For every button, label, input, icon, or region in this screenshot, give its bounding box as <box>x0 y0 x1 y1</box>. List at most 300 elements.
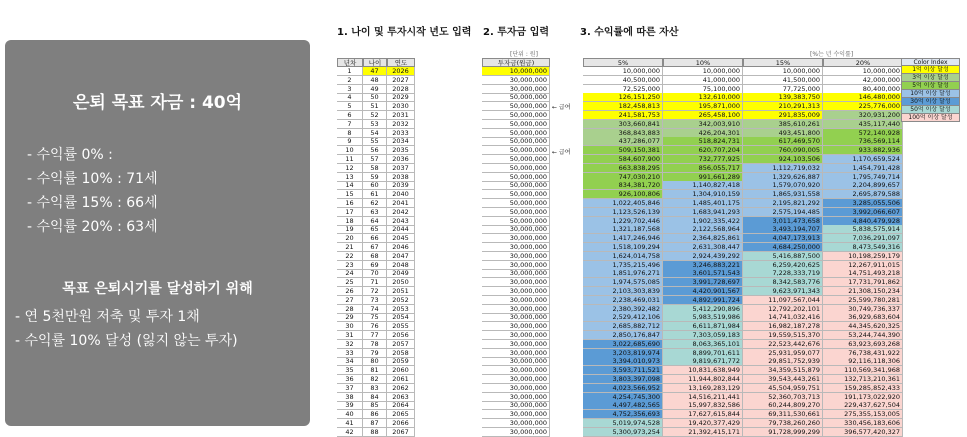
cell-r5-row-7[interactable]: 303,660,841 <box>583 120 663 129</box>
cell-age-row-15[interactable]: 61 <box>363 190 387 199</box>
cell-r5-row-16[interactable]: 1,022,405,846 <box>583 199 663 208</box>
cell-r15-row-2[interactable]: 41,500,000 <box>743 76 823 85</box>
cell-r20-row-33[interactable]: 76,738,431,922 <box>823 349 903 358</box>
cell-inv-row-15[interactable]: 50,000,000 <box>482 190 550 199</box>
cell-inv-row-28[interactable]: 30,000,000 <box>482 305 550 314</box>
cell-n-row-17[interactable]: 17 <box>337 208 363 217</box>
cell-n-row-36[interactable]: 36 <box>337 375 363 384</box>
cell-year-row-5[interactable]: 2030 <box>387 102 415 111</box>
cell-inv-row-26[interactable]: 30,000,000 <box>482 287 550 296</box>
cell-r15-row-15[interactable]: 1,865,931,558 <box>743 190 823 199</box>
cell-year-row-38[interactable]: 2063 <box>387 393 415 402</box>
cell-age-row-37[interactable]: 83 <box>363 384 387 393</box>
cell-r10-row-7[interactable]: 342,003,910 <box>663 120 743 129</box>
cell-r5-row-11[interactable]: 584,607,900 <box>583 155 663 164</box>
cell-r10-row-24[interactable]: 3,601,571,543 <box>663 269 743 278</box>
cell-r20-row-8[interactable]: 572,140,928 <box>823 129 903 138</box>
cell-year-row-24[interactable]: 2049 <box>387 269 415 278</box>
cell-year-row-15[interactable]: 2040 <box>387 190 415 199</box>
cell-year-row-23[interactable]: 2048 <box>387 261 415 270</box>
cell-r15-row-38[interactable]: 52,360,703,713 <box>743 393 823 402</box>
cell-r15-row-9[interactable]: 617,469,570 <box>743 137 823 146</box>
cell-year-row-32[interactable]: 2057 <box>387 340 415 349</box>
cell-r10-row-6[interactable]: 265,458,100 <box>663 111 743 120</box>
cell-inv-row-37[interactable]: 30,000,000 <box>482 384 550 393</box>
cell-inv-row-22[interactable]: 30,000,000 <box>482 252 550 261</box>
cell-r10-row-8[interactable]: 426,204,301 <box>663 129 743 138</box>
cell-inv-row-18[interactable]: 50,000,000 <box>482 217 550 226</box>
cell-inv-row-20[interactable]: 30,000,000 <box>482 234 550 243</box>
cell-r15-row-6[interactable]: 291,835,009 <box>743 111 823 120</box>
cell-n-row-23[interactable]: 23 <box>337 261 363 270</box>
cell-n-row-34[interactable]: 34 <box>337 357 363 366</box>
cell-n-row-1[interactable]: 1 <box>337 67 363 76</box>
cell-inv-row-42[interactable]: 30,000,000 <box>482 428 550 437</box>
cell-age-row-39[interactable]: 85 <box>363 401 387 410</box>
cell-n-row-2[interactable]: 2 <box>337 76 363 85</box>
cell-n-row-42[interactable]: 42 <box>337 428 363 437</box>
cell-r15-row-34[interactable]: 29,851,752,939 <box>743 357 823 366</box>
cell-inv-row-3[interactable]: 30,000,000 <box>482 85 550 94</box>
cell-r20-row-4[interactable]: 146,480,000 <box>823 93 903 102</box>
cell-r10-row-25[interactable]: 3,991,728,697 <box>663 278 743 287</box>
cell-r15-row-1[interactable]: 10,000,000 <box>743 67 823 76</box>
cell-r20-row-20[interactable]: 7,036,291,097 <box>823 234 903 243</box>
cell-age-row-27[interactable]: 73 <box>363 296 387 305</box>
cell-r20-row-38[interactable]: 191,173,022,920 <box>823 393 903 402</box>
cell-r20-row-29[interactable]: 36,929,683,604 <box>823 313 903 322</box>
cell-year-row-42[interactable]: 2067 <box>387 428 415 437</box>
cell-age-row-41[interactable]: 87 <box>363 419 387 428</box>
cell-inv-row-14[interactable]: 50,000,000 <box>482 181 550 190</box>
cell-r5-row-3[interactable]: 72,525,000 <box>583 85 663 94</box>
cell-age-row-10[interactable]: 56 <box>363 146 387 155</box>
cell-n-row-19[interactable]: 19 <box>337 225 363 234</box>
cell-r10-row-23[interactable]: 3,246,883,221 <box>663 261 743 270</box>
cell-r5-row-5[interactable]: 182,458,813 <box>583 102 663 111</box>
cell-inv-row-38[interactable]: 30,000,000 <box>482 393 550 402</box>
cell-r20-row-35[interactable]: 110,569,341,968 <box>823 366 903 375</box>
cell-r10-row-29[interactable]: 5,983,519,986 <box>663 313 743 322</box>
cell-year-row-12[interactable]: 2037 <box>387 164 415 173</box>
cell-year-row-40[interactable]: 2065 <box>387 410 415 419</box>
cell-r5-row-31[interactable]: 2,850,176,847 <box>583 331 663 340</box>
cell-year-row-39[interactable]: 2064 <box>387 401 415 410</box>
cell-n-row-24[interactable]: 24 <box>337 269 363 278</box>
cell-n-row-12[interactable]: 12 <box>337 164 363 173</box>
cell-age-row-16[interactable]: 62 <box>363 199 387 208</box>
cell-age-row-6[interactable]: 52 <box>363 111 387 120</box>
cell-n-row-27[interactable]: 27 <box>337 296 363 305</box>
cell-inv-row-8[interactable]: 50,000,000 <box>482 129 550 138</box>
cell-r20-row-42[interactable]: 396,577,420,327 <box>823 428 903 437</box>
cell-n-row-41[interactable]: 41 <box>337 419 363 428</box>
cell-year-row-10[interactable]: 2035 <box>387 146 415 155</box>
cell-r15-row-32[interactable]: 22,523,442,676 <box>743 340 823 349</box>
cell-r10-row-32[interactable]: 8,063,365,101 <box>663 340 743 349</box>
cell-inv-row-21[interactable]: 30,000,000 <box>482 243 550 252</box>
cell-r20-row-23[interactable]: 12,267,911,015 <box>823 261 903 270</box>
cell-r20-row-32[interactable]: 63,923,693,268 <box>823 340 903 349</box>
cell-r5-row-12[interactable]: 663,838,295 <box>583 164 663 173</box>
cell-year-row-34[interactable]: 2059 <box>387 357 415 366</box>
cell-year-row-30[interactable]: 2055 <box>387 322 415 331</box>
cell-n-row-7[interactable]: 7 <box>337 120 363 129</box>
cell-inv-row-35[interactable]: 30,000,000 <box>482 366 550 375</box>
cell-inv-row-29[interactable]: 30,000,000 <box>482 313 550 322</box>
cell-r5-row-17[interactable]: 1,123,526,139 <box>583 208 663 217</box>
cell-inv-row-41[interactable]: 30,000,000 <box>482 419 550 428</box>
cell-r5-row-18[interactable]: 1,229,702,446 <box>583 217 663 226</box>
cell-r20-row-9[interactable]: 736,569,114 <box>823 137 903 146</box>
cell-age-row-9[interactable]: 55 <box>363 137 387 146</box>
cell-year-row-21[interactable]: 2046 <box>387 243 415 252</box>
cell-r5-row-21[interactable]: 1,518,109,294 <box>583 243 663 252</box>
cell-r10-row-35[interactable]: 10,831,638,949 <box>663 366 743 375</box>
cell-r5-row-41[interactable]: 5,019,974,528 <box>583 419 663 428</box>
cell-age-row-22[interactable]: 68 <box>363 252 387 261</box>
cell-r5-row-8[interactable]: 368,843,883 <box>583 129 663 138</box>
cell-r15-row-42[interactable]: 91,728,999,299 <box>743 428 823 437</box>
cell-r20-row-25[interactable]: 17,731,791,862 <box>823 278 903 287</box>
cell-r15-row-23[interactable]: 6,259,420,625 <box>743 261 823 270</box>
cell-n-row-28[interactable]: 28 <box>337 305 363 314</box>
cell-r15-row-13[interactable]: 1,329,626,887 <box>743 173 823 182</box>
cell-n-row-39[interactable]: 39 <box>337 401 363 410</box>
cell-r10-row-4[interactable]: 132,610,000 <box>663 93 743 102</box>
cell-inv-row-34[interactable]: 30,000,000 <box>482 357 550 366</box>
cell-age-row-20[interactable]: 66 <box>363 234 387 243</box>
cell-inv-row-23[interactable]: 30,000,000 <box>482 261 550 270</box>
cell-r10-row-30[interactable]: 6,611,871,984 <box>663 322 743 331</box>
cell-age-row-11[interactable]: 57 <box>363 155 387 164</box>
cell-inv-row-24[interactable]: 30,000,000 <box>482 269 550 278</box>
cell-inv-row-13[interactable]: 50,000,000 <box>482 173 550 182</box>
cell-r15-row-41[interactable]: 79,738,260,260 <box>743 419 823 428</box>
cell-age-row-13[interactable]: 59 <box>363 173 387 182</box>
cell-age-row-8[interactable]: 54 <box>363 129 387 138</box>
cell-n-row-37[interactable]: 37 <box>337 384 363 393</box>
cell-r15-row-19[interactable]: 3,493,194,707 <box>743 225 823 234</box>
cell-age-row-23[interactable]: 69 <box>363 261 387 270</box>
cell-n-row-33[interactable]: 33 <box>337 349 363 358</box>
cell-n-row-38[interactable]: 38 <box>337 393 363 402</box>
cell-year-row-4[interactable]: 2029 <box>387 93 415 102</box>
cell-year-row-27[interactable]: 2052 <box>387 296 415 305</box>
cell-r10-row-10[interactable]: 620,707,204 <box>663 146 743 155</box>
cell-r20-row-10[interactable]: 933,882,936 <box>823 146 903 155</box>
cell-r20-row-18[interactable]: 4,840,479,928 <box>823 217 903 226</box>
cell-age-row-28[interactable]: 74 <box>363 305 387 314</box>
cell-age-row-25[interactable]: 71 <box>363 278 387 287</box>
cell-r20-row-12[interactable]: 1,454,791,428 <box>823 164 903 173</box>
cell-r5-row-19[interactable]: 1,321,187,568 <box>583 225 663 234</box>
cell-r20-row-26[interactable]: 21,308,150,234 <box>823 287 903 296</box>
cell-r10-row-18[interactable]: 1,902,335,422 <box>663 217 743 226</box>
cell-year-row-7[interactable]: 2032 <box>387 120 415 129</box>
cell-inv-row-12[interactable]: 50,000,000 <box>482 164 550 173</box>
cell-age-row-29[interactable]: 75 <box>363 313 387 322</box>
cell-r5-row-23[interactable]: 1,735,215,496 <box>583 261 663 270</box>
cell-age-row-36[interactable]: 82 <box>363 375 387 384</box>
cell-age-row-34[interactable]: 80 <box>363 357 387 366</box>
cell-n-row-32[interactable]: 32 <box>337 340 363 349</box>
cell-r15-row-20[interactable]: 4,047,173,913 <box>743 234 823 243</box>
cell-r20-row-36[interactable]: 132,713,210,361 <box>823 375 903 384</box>
cell-r10-row-33[interactable]: 8,899,701,611 <box>663 349 743 358</box>
cell-year-row-20[interactable]: 2045 <box>387 234 415 243</box>
cell-r15-row-33[interactable]: 25,931,959,077 <box>743 349 823 358</box>
cell-inv-row-39[interactable]: 30,000,000 <box>482 401 550 410</box>
cell-n-row-6[interactable]: 6 <box>337 111 363 120</box>
cell-r20-row-24[interactable]: 14,751,493,218 <box>823 269 903 278</box>
cell-r10-row-34[interactable]: 9,819,671,772 <box>663 357 743 366</box>
cell-r15-row-30[interactable]: 16,982,187,278 <box>743 322 823 331</box>
cell-inv-row-9[interactable]: 50,000,000 <box>482 137 550 146</box>
cell-year-row-8[interactable]: 2033 <box>387 129 415 138</box>
cell-year-row-22[interactable]: 2047 <box>387 252 415 261</box>
cell-r20-row-22[interactable]: 10,198,259,179 <box>823 252 903 261</box>
cell-year-row-37[interactable]: 2062 <box>387 384 415 393</box>
cell-r5-row-32[interactable]: 3,022,685,690 <box>583 340 663 349</box>
cell-r20-row-14[interactable]: 2,204,899,657 <box>823 181 903 190</box>
cell-r10-row-15[interactable]: 1,304,910,159 <box>663 190 743 199</box>
cell-r15-row-17[interactable]: 2,575,194,485 <box>743 208 823 217</box>
cell-age-row-42[interactable]: 88 <box>363 428 387 437</box>
cell-r15-row-11[interactable]: 924,103,506 <box>743 155 823 164</box>
cell-r10-row-27[interactable]: 4,892,991,724 <box>663 296 743 305</box>
cell-year-row-19[interactable]: 2044 <box>387 225 415 234</box>
cell-n-row-13[interactable]: 13 <box>337 173 363 182</box>
cell-r15-row-14[interactable]: 1,579,070,920 <box>743 181 823 190</box>
cell-year-row-31[interactable]: 2056 <box>387 331 415 340</box>
cell-inv-row-33[interactable]: 30,000,000 <box>482 349 550 358</box>
cell-r5-row-25[interactable]: 1,974,575,085 <box>583 278 663 287</box>
cell-n-row-26[interactable]: 26 <box>337 287 363 296</box>
cell-age-row-40[interactable]: 86 <box>363 410 387 419</box>
cell-r15-row-39[interactable]: 60,244,809,270 <box>743 401 823 410</box>
cell-r20-row-27[interactable]: 25,599,780,281 <box>823 296 903 305</box>
cell-r15-row-22[interactable]: 5,416,887,500 <box>743 252 823 261</box>
cell-age-row-12[interactable]: 58 <box>363 164 387 173</box>
cell-r5-row-37[interactable]: 4,023,566,952 <box>583 384 663 393</box>
cell-r15-row-27[interactable]: 11,097,567,044 <box>743 296 823 305</box>
cell-n-row-11[interactable]: 11 <box>337 155 363 164</box>
cell-r15-row-21[interactable]: 4,684,250,000 <box>743 243 823 252</box>
cell-year-row-13[interactable]: 2038 <box>387 173 415 182</box>
cell-r5-row-6[interactable]: 241,581,753 <box>583 111 663 120</box>
cell-r5-row-10[interactable]: 509,150,381 <box>583 146 663 155</box>
cell-r5-row-13[interactable]: 747,030,210 <box>583 173 663 182</box>
cell-inv-row-1[interactable]: 10,000,000 <box>482 67 550 76</box>
cell-n-row-9[interactable]: 9 <box>337 137 363 146</box>
cell-inv-row-2[interactable]: 30,000,000 <box>482 76 550 85</box>
cell-age-row-3[interactable]: 49 <box>363 85 387 94</box>
cell-r5-row-15[interactable]: 926,100,806 <box>583 190 663 199</box>
cell-age-row-1[interactable]: 47 <box>363 67 387 76</box>
cell-r15-row-16[interactable]: 2,195,821,292 <box>743 199 823 208</box>
cell-n-row-4[interactable]: 4 <box>337 93 363 102</box>
cell-r10-row-12[interactable]: 856,055,717 <box>663 164 743 173</box>
cell-r15-row-28[interactable]: 12,792,202,101 <box>743 305 823 314</box>
cell-r10-row-11[interactable]: 732,777,925 <box>663 155 743 164</box>
cell-r10-row-22[interactable]: 2,924,439,292 <box>663 252 743 261</box>
cell-r15-row-31[interactable]: 19,559,515,370 <box>743 331 823 340</box>
cell-r20-row-30[interactable]: 44,345,620,325 <box>823 322 903 331</box>
cell-r5-row-29[interactable]: 2,529,412,106 <box>583 313 663 322</box>
cell-r10-row-39[interactable]: 15,997,832,586 <box>663 401 743 410</box>
cell-inv-row-25[interactable]: 30,000,000 <box>482 278 550 287</box>
cell-n-row-29[interactable]: 29 <box>337 313 363 322</box>
cell-r20-row-40[interactable]: 275,355,153,005 <box>823 410 903 419</box>
cell-r15-row-36[interactable]: 39,543,443,261 <box>743 375 823 384</box>
cell-r15-row-24[interactable]: 7,228,333,719 <box>743 269 823 278</box>
cell-r20-row-39[interactable]: 229,437,627,504 <box>823 401 903 410</box>
cell-r10-row-26[interactable]: 4,420,901,567 <box>663 287 743 296</box>
cell-r5-row-38[interactable]: 4,254,745,300 <box>583 393 663 402</box>
cell-r5-row-2[interactable]: 40,500,000 <box>583 76 663 85</box>
cell-r20-row-13[interactable]: 1,795,749,714 <box>823 173 903 182</box>
cell-r15-row-7[interactable]: 385,610,261 <box>743 120 823 129</box>
cell-r15-row-5[interactable]: 210,291,313 <box>743 102 823 111</box>
cell-r5-row-42[interactable]: 5,300,973,254 <box>583 428 663 437</box>
cell-r5-row-24[interactable]: 1,851,976,271 <box>583 269 663 278</box>
cell-age-row-14[interactable]: 60 <box>363 181 387 190</box>
cell-age-row-17[interactable]: 63 <box>363 208 387 217</box>
cell-r5-row-40[interactable]: 4,752,356,693 <box>583 410 663 419</box>
cell-inv-row-11[interactable]: 50,000,000 <box>482 155 550 164</box>
cell-r20-row-5[interactable]: 225,776,000 <box>823 102 903 111</box>
cell-r10-row-14[interactable]: 1,140,827,418 <box>663 181 743 190</box>
cell-n-row-25[interactable]: 25 <box>337 278 363 287</box>
cell-r20-row-21[interactable]: 8,473,549,316 <box>823 243 903 252</box>
cell-age-row-33[interactable]: 79 <box>363 349 387 358</box>
cell-r5-row-1[interactable]: 10,000,000 <box>583 67 663 76</box>
cell-r20-row-7[interactable]: 435,117,440 <box>823 120 903 129</box>
cell-year-row-17[interactable]: 2042 <box>387 208 415 217</box>
cell-r20-row-17[interactable]: 3,992,066,607 <box>823 208 903 217</box>
cell-r10-row-9[interactable]: 518,824,731 <box>663 137 743 146</box>
cell-r10-row-40[interactable]: 17,627,615,844 <box>663 410 743 419</box>
cell-inv-row-36[interactable]: 30,000,000 <box>482 375 550 384</box>
cell-year-row-6[interactable]: 2031 <box>387 111 415 120</box>
cell-inv-row-30[interactable]: 30,000,000 <box>482 322 550 331</box>
cell-r10-row-20[interactable]: 2,364,825,861 <box>663 234 743 243</box>
cell-r5-row-27[interactable]: 2,238,469,031 <box>583 296 663 305</box>
cell-r20-row-34[interactable]: 92,116,118,306 <box>823 357 903 366</box>
cell-year-row-18[interactable]: 2043 <box>387 217 415 226</box>
cell-r5-row-22[interactable]: 1,624,014,758 <box>583 252 663 261</box>
cell-age-row-26[interactable]: 72 <box>363 287 387 296</box>
cell-n-row-30[interactable]: 30 <box>337 322 363 331</box>
cell-age-row-18[interactable]: 64 <box>363 217 387 226</box>
cell-year-row-28[interactable]: 2053 <box>387 305 415 314</box>
cell-age-row-38[interactable]: 84 <box>363 393 387 402</box>
cell-r5-row-36[interactable]: 3,803,397,098 <box>583 375 663 384</box>
cell-year-row-2[interactable]: 2027 <box>387 76 415 85</box>
cell-age-row-30[interactable]: 76 <box>363 322 387 331</box>
cell-year-row-9[interactable]: 2034 <box>387 137 415 146</box>
cell-year-row-36[interactable]: 2061 <box>387 375 415 384</box>
cell-r5-row-4[interactable]: 126,151,250 <box>583 93 663 102</box>
cell-n-row-22[interactable]: 22 <box>337 252 363 261</box>
cell-age-row-5[interactable]: 51 <box>363 102 387 111</box>
cell-r5-row-28[interactable]: 2,380,392,482 <box>583 305 663 314</box>
cell-year-row-3[interactable]: 2028 <box>387 85 415 94</box>
cell-age-row-2[interactable]: 48 <box>363 76 387 85</box>
cell-n-row-8[interactable]: 8 <box>337 129 363 138</box>
cell-r10-row-28[interactable]: 5,412,290,896 <box>663 305 743 314</box>
cell-r15-row-37[interactable]: 45,504,959,751 <box>743 384 823 393</box>
cell-r5-row-26[interactable]: 2,103,303,839 <box>583 287 663 296</box>
cell-r15-row-4[interactable]: 139,383,750 <box>743 93 823 102</box>
cell-r10-row-17[interactable]: 1,683,941,293 <box>663 208 743 217</box>
cell-age-row-24[interactable]: 70 <box>363 269 387 278</box>
cell-r10-row-5[interactable]: 195,871,000 <box>663 102 743 111</box>
cell-inv-row-27[interactable]: 30,000,000 <box>482 296 550 305</box>
cell-r5-row-30[interactable]: 2,685,882,712 <box>583 322 663 331</box>
cell-n-row-20[interactable]: 20 <box>337 234 363 243</box>
cell-r20-row-6[interactable]: 320,931,200 <box>823 111 903 120</box>
cell-age-row-4[interactable]: 50 <box>363 93 387 102</box>
cell-age-row-19[interactable]: 65 <box>363 225 387 234</box>
cell-n-row-40[interactable]: 40 <box>337 410 363 419</box>
cell-age-row-21[interactable]: 67 <box>363 243 387 252</box>
cell-r5-row-20[interactable]: 1,417,246,946 <box>583 234 663 243</box>
cell-r10-row-42[interactable]: 21,392,415,171 <box>663 428 743 437</box>
cell-year-row-26[interactable]: 2051 <box>387 287 415 296</box>
cell-r5-row-9[interactable]: 437,286,077 <box>583 137 663 146</box>
cell-inv-row-19[interactable]: 30,000,000 <box>482 225 550 234</box>
cell-r15-row-25[interactable]: 8,342,583,776 <box>743 278 823 287</box>
cell-year-row-25[interactable]: 2050 <box>387 278 415 287</box>
cell-r10-row-21[interactable]: 2,631,308,447 <box>663 243 743 252</box>
cell-inv-row-10[interactable]: 50,000,000 <box>482 146 550 155</box>
cell-r5-row-33[interactable]: 3,203,819,974 <box>583 349 663 358</box>
cell-r10-row-31[interactable]: 7,303,059,183 <box>663 331 743 340</box>
cell-r15-row-26[interactable]: 9,623,971,343 <box>743 287 823 296</box>
cell-r10-row-1[interactable]: 10,000,000 <box>663 67 743 76</box>
cell-inv-row-6[interactable]: 50,000,000 <box>482 111 550 120</box>
cell-r15-row-40[interactable]: 69,311,530,661 <box>743 410 823 419</box>
cell-inv-row-17[interactable]: 50,000,000 <box>482 208 550 217</box>
cell-year-row-33[interactable]: 2058 <box>387 349 415 358</box>
cell-n-row-14[interactable]: 14 <box>337 181 363 190</box>
cell-r10-row-13[interactable]: 991,661,289 <box>663 173 743 182</box>
cell-n-row-31[interactable]: 31 <box>337 331 363 340</box>
cell-r10-row-19[interactable]: 2,122,568,964 <box>663 225 743 234</box>
cell-inv-row-16[interactable]: 50,000,000 <box>482 199 550 208</box>
cell-r20-row-2[interactable]: 42,000,000 <box>823 76 903 85</box>
cell-r20-row-1[interactable]: 10,000,000 <box>823 67 903 76</box>
cell-r5-row-35[interactable]: 3,593,711,521 <box>583 366 663 375</box>
cell-r10-row-3[interactable]: 75,100,000 <box>663 85 743 94</box>
cell-r15-row-8[interactable]: 493,451,800 <box>743 129 823 138</box>
cell-n-row-21[interactable]: 21 <box>337 243 363 252</box>
cell-r20-row-15[interactable]: 2,695,879,588 <box>823 190 903 199</box>
cell-r10-row-2[interactable]: 41,000,000 <box>663 76 743 85</box>
cell-r10-row-37[interactable]: 13,169,283,129 <box>663 384 743 393</box>
cell-age-row-31[interactable]: 77 <box>363 331 387 340</box>
cell-r15-row-12[interactable]: 1,112,719,032 <box>743 164 823 173</box>
cell-n-row-18[interactable]: 18 <box>337 217 363 226</box>
cell-inv-row-40[interactable]: 30,000,000 <box>482 410 550 419</box>
cell-inv-row-31[interactable]: 30,000,000 <box>482 331 550 340</box>
cell-year-row-14[interactable]: 2039 <box>387 181 415 190</box>
cell-r20-row-19[interactable]: 5,838,575,914 <box>823 225 903 234</box>
cell-r20-row-16[interactable]: 3,285,055,506 <box>823 199 903 208</box>
cell-r15-row-18[interactable]: 3,011,473,658 <box>743 217 823 226</box>
